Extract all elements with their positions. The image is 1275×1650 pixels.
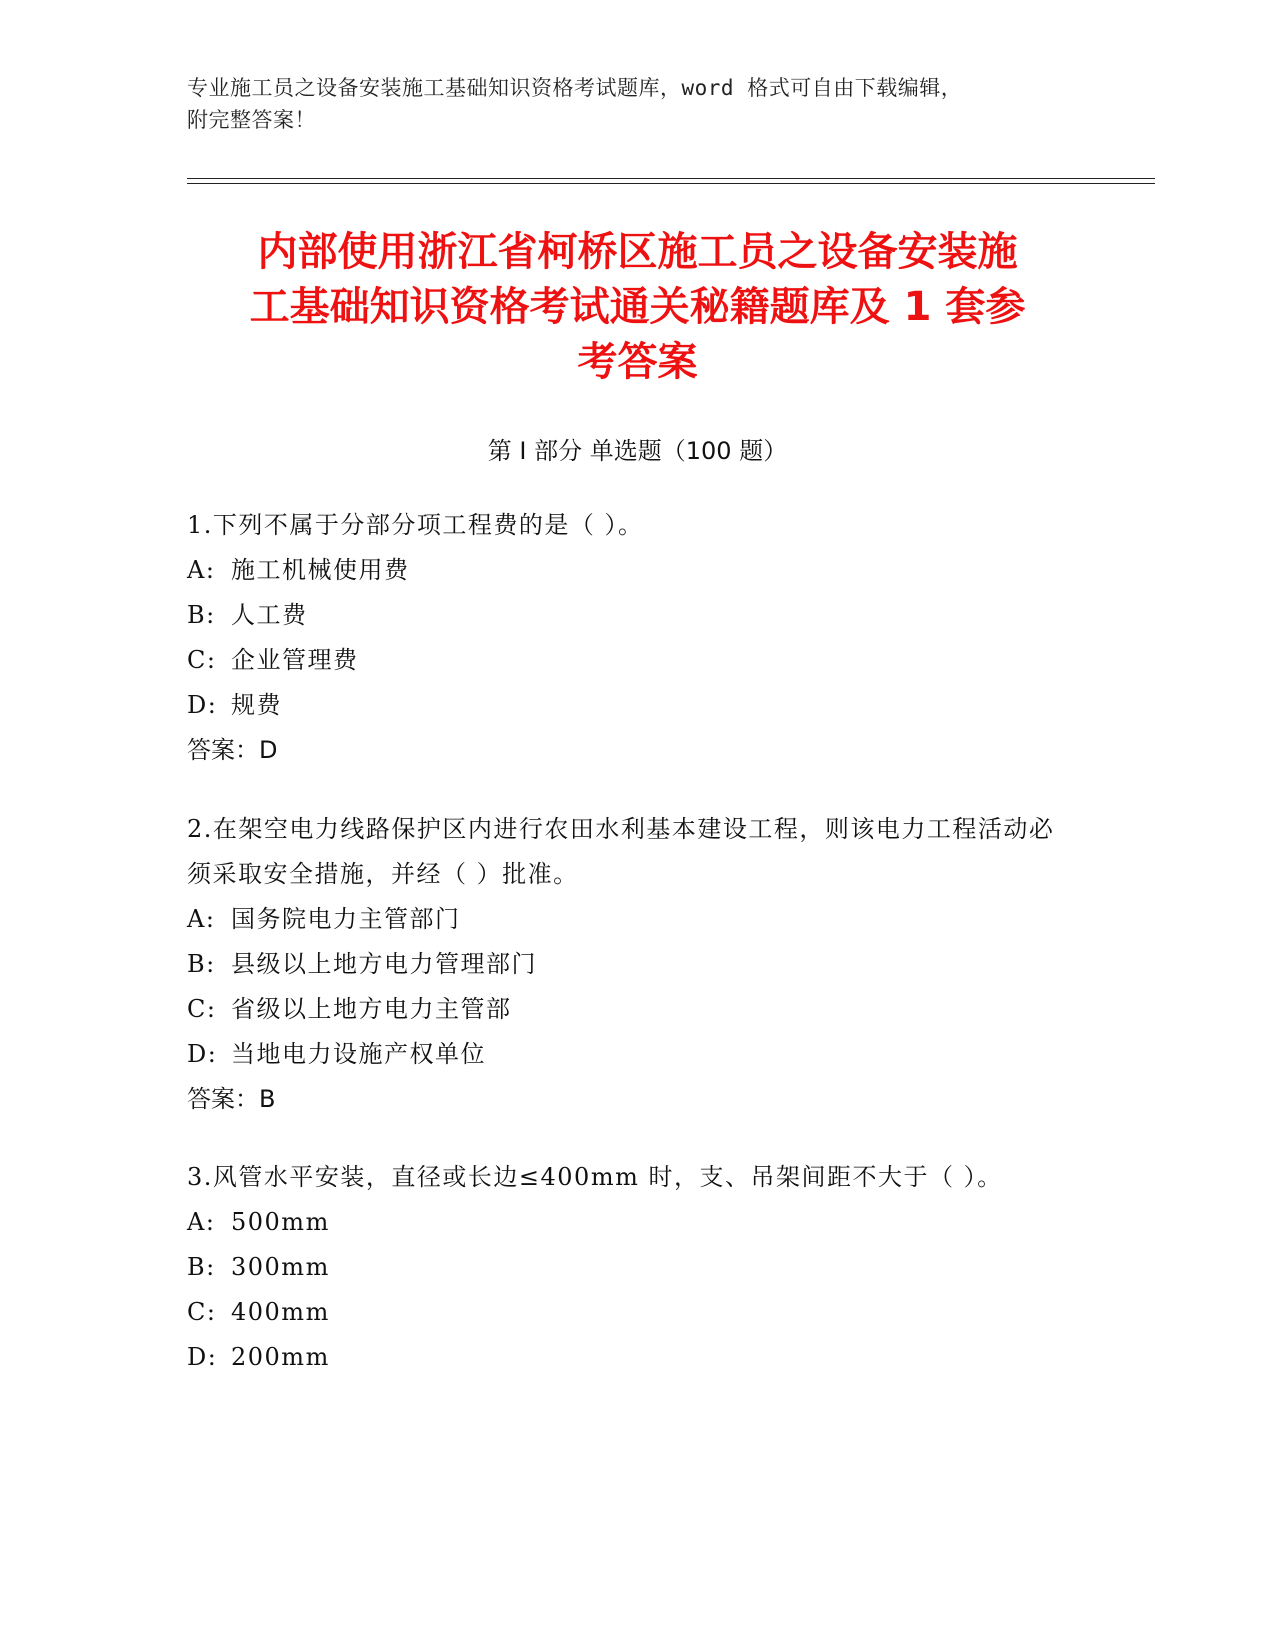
question-3	[187, 1155, 1067, 1380]
option-text: 人工费	[231, 601, 308, 629]
header-divider-top	[187, 178, 1155, 179]
option-letter: B:	[187, 601, 216, 629]
option-letter: A:	[187, 1208, 216, 1236]
option-b	[187, 593, 1067, 638]
option-text: 规费	[231, 691, 282, 719]
header-note-line-2: 附完整答案！	[187, 108, 316, 132]
option-text: 300mm	[231, 1253, 330, 1281]
option-a	[187, 897, 1067, 942]
header-divider-bottom	[187, 183, 1155, 184]
option-text: 企业管理费	[231, 646, 359, 674]
section-heading: 第 I 部分 单选题（100 题）	[487, 437, 788, 465]
question-stem: 2.在架空电力线路保护区内进行农田水利基本建设工程，则该电力工程活动必须采取安全措施，并经（ ）批准。	[187, 815, 1055, 888]
option-letter: A:	[187, 556, 216, 584]
option-letter: D:	[187, 1343, 218, 1371]
option-c	[187, 987, 1067, 1032]
option-text: 当地电力设施产权单位	[231, 1040, 486, 1068]
question-2	[187, 807, 1067, 1122]
header-note	[187, 72, 1067, 136]
document-title	[180, 225, 1095, 390]
option-d	[187, 1032, 1067, 1077]
option-letter: B:	[187, 950, 216, 978]
option-letter: D:	[187, 691, 218, 719]
option-text: 施工机械使用费	[231, 556, 410, 584]
option-d	[187, 1335, 1067, 1380]
answer: 答案：D	[187, 736, 278, 764]
option-a	[187, 548, 1067, 593]
question-stem: 1.下列不属于分部分项工程费的是（ ）。	[187, 511, 644, 539]
option-text: 省级以上地方电力主管部	[231, 995, 512, 1023]
option-letter: C:	[187, 995, 217, 1023]
option-text: 200mm	[231, 1343, 330, 1371]
option-letter: A:	[187, 905, 216, 933]
document-title-line-1: 内部使用浙江省柯桥区施工员之设备安装施	[257, 229, 1018, 275]
document-title-line-2: 工基础知识资格考试通关秘籍题库及 1 套参	[249, 284, 1026, 330]
question-1	[187, 503, 1067, 773]
option-text: 县级以上地方电力管理部门	[231, 950, 537, 978]
option-d	[187, 683, 1067, 728]
option-text: 国务院电力主管部门	[231, 905, 461, 933]
option-b	[187, 942, 1067, 987]
option-text: 400mm	[231, 1298, 330, 1326]
option-text: 500mm	[231, 1208, 330, 1236]
document-title-line-3: 考答案	[577, 339, 698, 385]
option-letter: B:	[187, 1253, 216, 1281]
option-letter: C:	[187, 1298, 217, 1326]
question-stem: 3.风管水平安装，直径或长边≤400mm 时，支、吊架间距不大于（ ）。	[187, 1163, 1003, 1191]
header-note-line-1: 专业施工员之设备安装施工基础知识资格考试题库，word 格式可自由下载编辑，	[187, 76, 963, 100]
option-letter: C:	[187, 646, 217, 674]
option-letter: D:	[187, 1040, 218, 1068]
option-a	[187, 1200, 1067, 1245]
option-c	[187, 638, 1067, 683]
option-b	[187, 1245, 1067, 1290]
option-c	[187, 1290, 1067, 1335]
answer: 答案：B	[187, 1085, 276, 1113]
